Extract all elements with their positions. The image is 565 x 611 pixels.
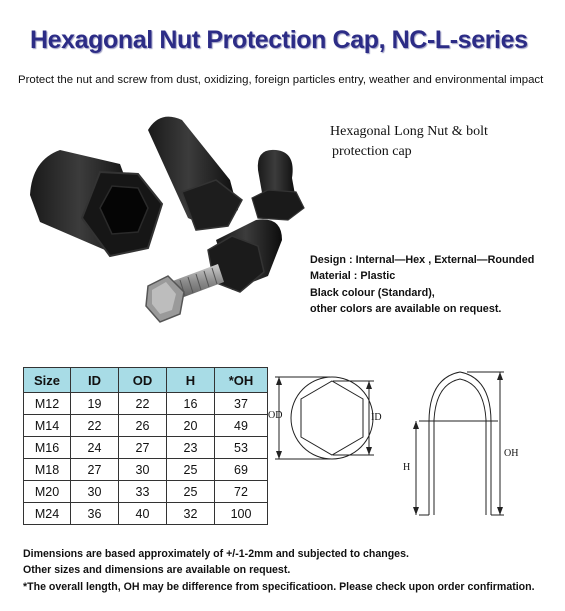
hexagon-outline [301,381,363,455]
cap-tall-standing [148,117,242,230]
table-cell: 37 [215,393,268,415]
id-label: ID [371,412,382,423]
note-line: *The overall length, OH may be difference from specificatioon. Please check upon order confirmation. [23,580,535,593]
table-cell: 25 [167,459,215,481]
table-cell: 30 [71,481,119,503]
table-cell: M20 [24,481,71,503]
size-table [23,367,268,525]
table-cell: M12 [24,393,71,415]
spec-design: Design : Internal—Hex , External—Rounded [310,254,535,266]
notes [23,546,535,595]
column-header: H [167,368,215,393]
od-label: OD [268,410,283,421]
technical-drawing [270,360,560,530]
column-header: Size [24,368,71,393]
table-row [24,415,268,437]
table-header-row [24,368,268,393]
table-cell: 36 [71,503,119,525]
table-cell: 30 [119,459,167,481]
table-cell: 53 [215,437,268,459]
table-cell: M24 [24,503,71,525]
table-cell: 100 [215,503,268,525]
table-cell: 19 [71,393,119,415]
table-cell: 40 [119,503,167,525]
column-header: OD [119,368,167,393]
spec-list [310,252,534,318]
table-cell: 49 [215,415,268,437]
table-cell: 26 [119,415,167,437]
table-cell: 69 [215,459,268,481]
h-label: H [403,462,411,473]
table-cell: 22 [119,393,167,415]
page-subtitle: Protect the nut and screw from dust, oxidizing, foreign particles entry, weather and environmental impact [18,74,544,86]
cap-side-outline [429,372,491,515]
cap-large-lying [30,150,162,256]
outer-diameter-circle [291,377,373,459]
table-cell: 33 [119,481,167,503]
table-cell: 25 [167,481,215,503]
table-cell: 20 [167,415,215,437]
table-cell: M18 [24,459,71,481]
table-cell: 16 [167,393,215,415]
table-cell: 23 [167,437,215,459]
table-row [24,393,268,415]
table-cell: 27 [71,459,119,481]
cap-with-bolt [146,219,282,322]
table-row [24,503,268,525]
table-row [24,437,268,459]
product-photo [20,100,310,340]
column-header: *OH [215,368,268,393]
product-caption [330,122,530,162]
table-cell: 22 [71,415,119,437]
table-cell: 32 [167,503,215,525]
spec-material: Material : Plastic [310,270,396,283]
product-caption-line1: Hexagonal Long Nut & bolt [330,124,488,139]
table-cell: 24 [71,437,119,459]
table-cell: 27 [119,437,167,459]
oh-label: OH [504,448,519,459]
cap-small [252,150,304,220]
table-cell: M14 [24,415,71,437]
page-title: Hexagonal Nut Protection Cap, NC-L-series [30,26,528,54]
note-line: Dimensions are based approximately of +/-1-2mm and subjected to changes. [23,548,409,560]
table-cell: 72 [215,481,268,503]
note-line: Other sizes and dimensions are available on request. [23,564,291,577]
spec-colour: Black colour (Standard), [310,286,435,299]
table-cell: M16 [24,437,71,459]
table-row [24,481,268,503]
column-header: ID [71,368,119,393]
spec-other-colors: other colors are available on request. [310,303,502,316]
product-caption-line2: protection cap [332,144,412,159]
table-row [24,459,268,481]
